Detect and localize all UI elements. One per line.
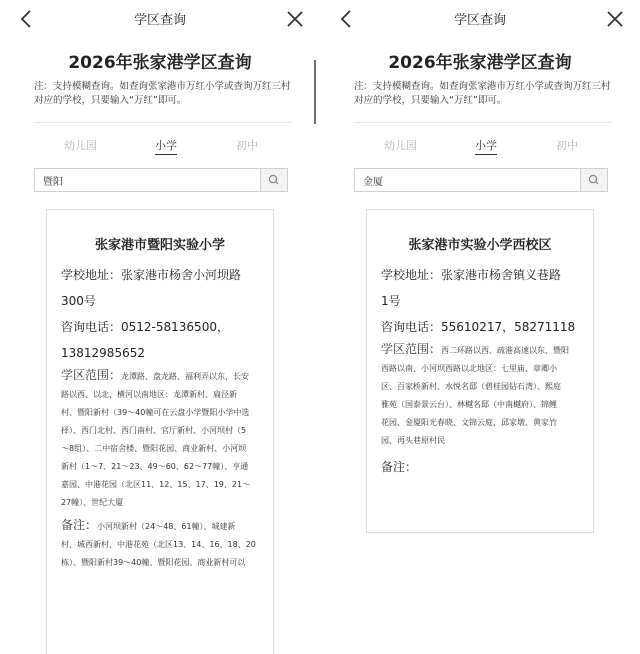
tab-primary[interactable]: 小学	[475, 137, 497, 155]
range-line: 西路以南、小河坝西路以北地区：七里庙、章卿小	[381, 364, 557, 373]
range-line: 嘉园、中港花园（北区11、12、15、17、19、21～	[61, 480, 251, 489]
range-line: 花园、金厦阳光春晓、文锦云庭，邱家墩、黄家竹	[381, 418, 557, 427]
range-line: 路以西、以北，横河以南地区：龙潭新村、扁泾新	[61, 390, 237, 399]
address-label: 学校地址：	[381, 268, 442, 282]
header-title: 学区查询	[453, 13, 506, 28]
search-button[interactable]	[260, 169, 287, 191]
search-input[interactable]	[35, 169, 257, 191]
range-line: 27幢）、世纪大厦	[61, 498, 124, 507]
top-bar	[0, 0, 320, 38]
search-button[interactable]	[580, 169, 607, 191]
search-bar	[34, 168, 288, 192]
page-title: 2026年张家港学区查询	[388, 53, 572, 73]
tab-junior-high[interactable]: 初中	[236, 139, 258, 152]
search-icon	[581, 169, 607, 191]
tab-kindergarten[interactable]: 幼儿园	[384, 139, 417, 152]
remark-line: 村、城西新村、中港花苑（北区13、14、16、18、20	[61, 540, 256, 549]
phone-line1: 55610217，58271118	[441, 320, 576, 334]
range-line: 雅苑（国泰景云台）、林樾名邸（中南樾府）、锦鲤	[381, 400, 557, 409]
address-line1: 张家港市杨舍镇义巷路	[441, 268, 562, 282]
address-row	[381, 262, 583, 288]
result-card	[366, 209, 594, 533]
address-label: 学校地址：	[61, 268, 122, 282]
phone-line2: 13812985652	[61, 346, 145, 360]
address-line2: 1号	[381, 294, 401, 308]
range-label: 学区范围：	[381, 342, 442, 356]
school-name: 张家港市实验小学西校区	[408, 238, 552, 253]
range-line: 村、暨阳新村（39～40幢可在云盘小学暨阳小学中选	[61, 408, 250, 417]
search-note: 注：支持模糊查询。如查询张家港市万红小学或查询万红三村对应的学校，只要输入“万红”即可。	[354, 81, 611, 106]
range-line: 园、再头巷原村民	[381, 436, 445, 445]
page-title: 2026年张家港学区查询	[68, 53, 252, 73]
range-line: 区、百家桥新村、水悦名邸（碧桂园钻石湾）、熙庭	[381, 382, 561, 391]
range-line: 龙潭路、盘龙路、福利弄以东，长安	[121, 372, 250, 381]
search-icon	[261, 169, 287, 191]
remark-label: 备注：	[381, 460, 418, 474]
remark-line: 小河坝新村（24～48、61幢）、城建新	[97, 522, 236, 531]
right-screen	[320, 0, 640, 654]
phone-row	[61, 314, 263, 340]
phone-row	[381, 314, 583, 340]
school-name: 张家港市暨阳实验小学	[94, 238, 225, 253]
tab-junior-high[interactable]: 初中	[556, 139, 578, 152]
range-line: 择）、西门北村、西门南村、官厅新村、小河坝村（5	[61, 426, 247, 435]
range-line: 新村（1～7、21～23、49～60、62～77幢）、亨通	[61, 462, 249, 471]
range-row	[61, 366, 263, 386]
search-note: 注：支持模糊查询。如查询张家港市万红小学或查询万红三村对应的学校，只要输入“万红”即可。	[34, 81, 291, 106]
range-row	[381, 340, 583, 360]
level-tabs	[354, 122, 612, 157]
remark-label: 备注：	[61, 518, 98, 532]
range-line: 西二环路以西、疏港高速以东、暨阳	[441, 346, 570, 355]
phone-line1: 0512-58136500，	[121, 320, 229, 334]
remark-row	[61, 516, 263, 536]
search-bar	[354, 168, 608, 192]
header-title: 学区查询	[133, 13, 186, 28]
tab-primary[interactable]: 小学	[155, 137, 177, 155]
top-bar	[320, 0, 640, 38]
result-card	[46, 209, 274, 654]
scroll-indicator	[314, 60, 316, 124]
search-input[interactable]	[355, 169, 577, 191]
range-label: 学区范围：	[61, 368, 122, 382]
result-details	[381, 262, 583, 480]
close-icon[interactable]	[284, 8, 306, 30]
phone-label: 咨询电话：	[381, 320, 442, 334]
tab-kindergarten[interactable]: 幼儿园	[64, 139, 97, 152]
result-details	[61, 262, 263, 572]
remark-row	[381, 454, 583, 480]
remark-line: 栋）、暨阳新村39～40幢、暨阳花园、商业新村可以	[61, 558, 246, 567]
close-icon[interactable]	[604, 8, 626, 30]
address-row	[61, 262, 263, 288]
range-line: ～8组）、二中宿舍楼、暨阳花园、商业新村、小河坝	[61, 444, 247, 453]
address-line2: 300号	[61, 294, 96, 308]
address-line1: 张家港市杨舍小河坝路	[121, 268, 242, 282]
level-tabs	[34, 122, 292, 157]
phone-label: 咨询电话：	[61, 320, 122, 334]
